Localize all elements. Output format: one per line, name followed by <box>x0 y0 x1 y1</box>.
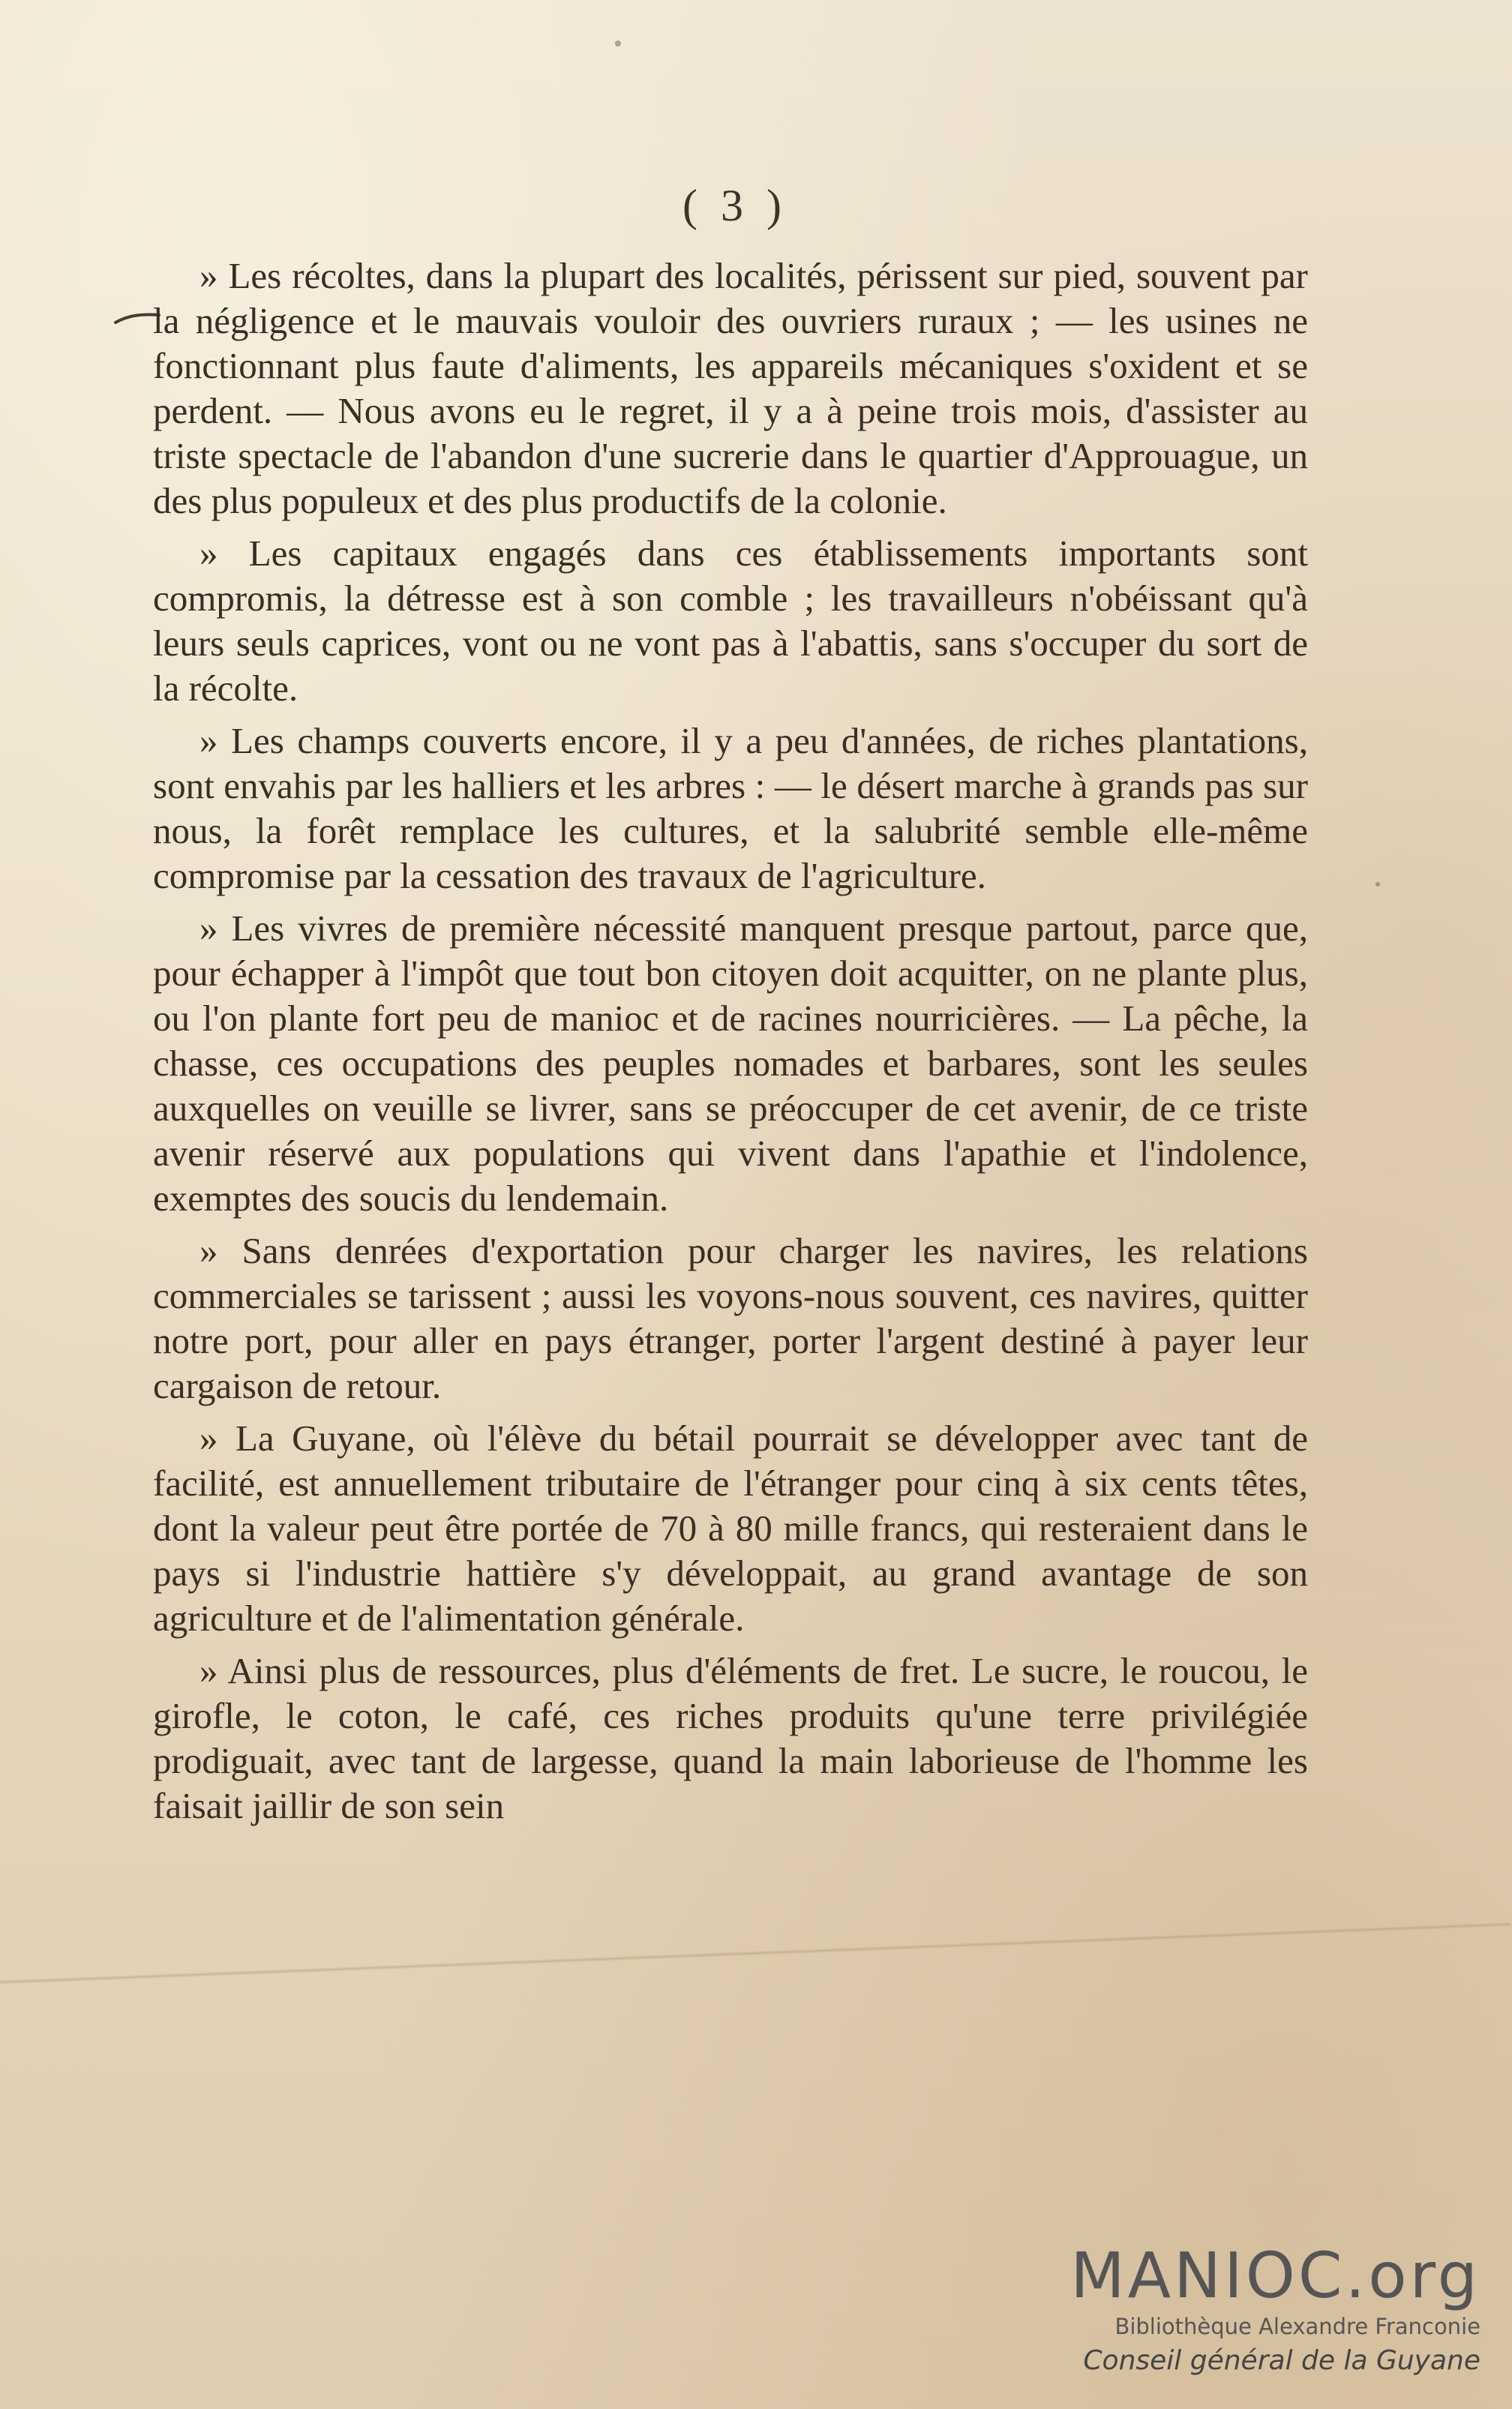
document-body <box>153 254 1308 1836</box>
library-stamp <box>1060 2240 1480 2380</box>
manioc-logo: MANIOC.org <box>1070 2239 1480 2312</box>
paragraph-food: » Les vivres de première nécessité manquent presque partout, parce que, pour échapper à l'impôt que tout bon citoyen doit acquitter, on ne plante plus, ou l'on plante fort peu de manioc et de racines nourricières. — La pêche, la chasse, ces occupations des peuples nomades et barbares, sont les seules auxquelles on veuille se livrer, sans se préoccuper de cet avenir, de ce triste avenir réservé aux populations qui vivent dans l'apathie et l'indolence, exemptes des soucis du lendemain. <box>153 908 1308 1219</box>
paragraph-resources: » Ainsi plus de ressources, plus d'éléments de fret. Le sucre, le roucou, le girofle, le coton, le café, ces riches produits qu'une terre privilégiée prodiguait, avec tant de largesse, quand la main laborieuse de l'homme les faisait jaillir de son sein <box>153 1650 1308 1826</box>
paragraph-fields: » Les champs couverts encore, il y a peu d'années, de riches plantations, sont envahis par les halliers et les arbres : — le désert marche à grands pas sur nous, la forêt remplace les cultures, et la salubrité semble elle-même compromise par la cessation des travaux de l'agriculture. <box>153 720 1308 896</box>
paper-speck <box>615 40 621 46</box>
paragraph-exports: » Sans denrées d'exportation pour charger les navires, les relations commerciales se tarissent ; aussi les voyons-nous souvent, ces navires, quitter notre port, pour aller en pays étranger, porter l'argent destiné à payer leur cargaison de retour. <box>153 1230 1308 1406</box>
paper-fold-crease <box>0 1922 1511 1984</box>
library-name: Bibliothèque Alexandre Franconie <box>1114 2314 1480 2339</box>
page-number: ( 3 ) <box>682 181 788 230</box>
paper-speck <box>1376 882 1380 886</box>
paragraph-capital: » Les capitaux engagés dans ces établissements importants sont compromis, la détresse est à son comble ; les travailleurs n'obéissant qu'à leurs seuls caprices, vont ou ne vont pas à l'abattis, sans s'occuper du sort de la récolte. <box>153 532 1308 709</box>
paragraph-livestock: » La Guyane, où l'élève du bétail pourrait se développer avec tant de facilité, est annuellement tributaire de l'étranger pour cinq à six cents têtes, dont la valeur peut être portée de 70 à 80 mille francs, qui resteraient dans le pays si l'industrie hattière s'y développait, au grand avantage de son agriculture et de l'alimentation générale. <box>153 1418 1308 1639</box>
council-name: Conseil général de la Guyane <box>1083 2345 1480 2376</box>
paragraph-harvests: » Les récoltes, dans la plupart des localités, périssent sur pied, souvent par la négligence et le mauvais vouloir des ouvriers ruraux ; — les usines ne fonctionnant plus faute d'aliments, les appareils mécaniques s'oxident et se perdent. — Nous avons eu le regret, il y a à peine trois mois, d'assister au triste spectacle de l'abandon d'une sucrerie dans le quartier d'Approuague, un des plus populeux et des plus productifs de la colonie. <box>153 255 1308 521</box>
